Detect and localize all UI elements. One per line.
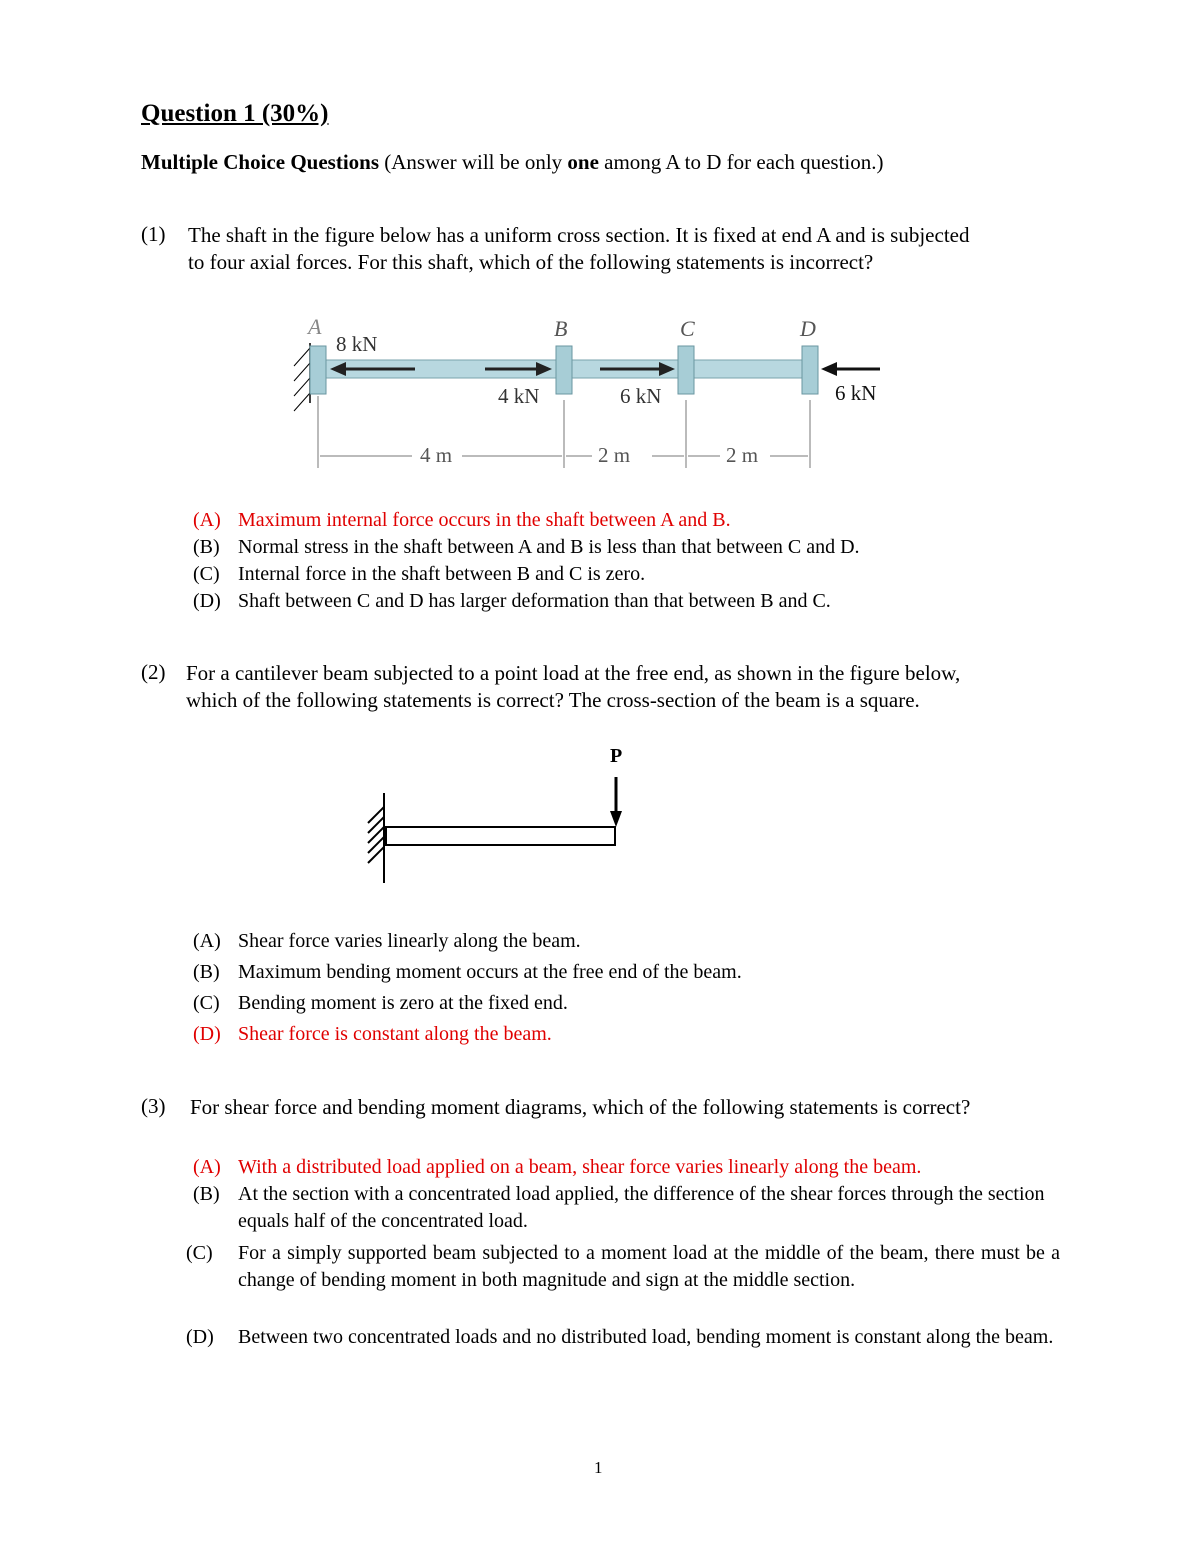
force-label-6kn-c: 6 kN <box>620 384 662 408</box>
force-arrow-6kn-d <box>821 362 880 376</box>
q1-option-d: (D) Shaft between C and D has larger deformation than that between B and C. <box>193 590 831 612</box>
label-b: B <box>554 316 568 341</box>
q2-stem <box>186 660 1066 714</box>
label-c: C <box>680 316 695 341</box>
instructions-text-b: among A to D for each question.) <box>598 150 884 174</box>
collar-d <box>802 346 818 394</box>
q1-option-b: (B) Normal stress in the shaft between A and B is less than that between C and D. <box>193 536 860 558</box>
dim-label-2m-cd: 2 m <box>726 443 759 467</box>
q1-stem <box>188 222 1068 276</box>
q2-stem-line1: For a cantilever beam subjected to a point load at the free end, as shown in the figure below, <box>186 661 961 685</box>
q2-number: (2) <box>141 660 166 684</box>
q1-number: (1) <box>141 222 166 246</box>
q1-stem-line1: The shaft in the figure below has a uniform cross section. It is fixed at end A and is subjected <box>188 223 970 247</box>
q3-option-c: (C) For a simply supported beam subjected to a moment load at the middle of the beam, there must be a change of bending moment in both magnitude and sign at the middle section. <box>186 1242 1060 1291</box>
q1-stem-line2: to four axial forces. For this shaft, which of the following statements is incorrect? <box>188 250 874 274</box>
dim-label-2m-bc: 2 m <box>598 443 631 467</box>
cantilever-beam <box>386 827 615 845</box>
page-number: 1 <box>594 1458 603 1477</box>
q3-number: (3) <box>141 1094 166 1118</box>
q3-option-b: (B) At the section with a concentrated load applied, the difference of the shear forces through the section equals half of the concentrated load. <box>193 1183 1045 1232</box>
q1-shaft-figure <box>280 308 900 478</box>
q2-option-c: (C) Bending moment is zero at the fixed end. <box>193 992 568 1014</box>
q2-cantilever-figure <box>360 735 650 885</box>
force-label-4kn: 4 kN <box>498 384 540 408</box>
q2-option-d: (D) Shear force is constant along the beam. <box>193 1023 552 1045</box>
q1-option-c: (C) Internal force in the shaft between B and C is zero. <box>193 563 646 585</box>
collar-b <box>556 346 572 394</box>
collar-a <box>310 346 326 394</box>
wall-hatch <box>294 348 310 411</box>
q3-option-d: (D) Between two concentrated loads and no distributed load, bending moment is constant along the beam. <box>186 1326 1054 1348</box>
dim-label-4m: 4 m <box>420 443 453 467</box>
instructions-bold: Multiple Choice Questions <box>141 150 380 174</box>
instructions-bold-one: one <box>567 150 599 174</box>
load-label-p: P <box>610 745 623 767</box>
q2-option-a: (A) Shear force varies linearly along the beam. <box>193 930 581 952</box>
label-a: A <box>308 314 322 339</box>
label-d: D <box>800 316 816 341</box>
fixed-support-hatch <box>368 807 384 863</box>
instructions-text-a: (Answer will be only <box>384 150 568 174</box>
q1-option-a: (A) Maximum internal force occurs in the shaft between A and B. <box>193 509 731 531</box>
instructions <box>141 150 884 175</box>
q2-stem-line2: which of the following statements is correct? The cross-section of the beam is a square. <box>186 688 920 712</box>
q3-stem: For shear force and bending moment diagrams, which of the following statements is correct? <box>190 1095 971 1119</box>
collar-c <box>678 346 694 394</box>
q3-option-a: (A) With a distributed load applied on a beam, shear force varies linearly along the beam. <box>193 1156 922 1178</box>
load-arrow-p <box>610 777 622 827</box>
question-title: Question 1 (30%) <box>141 100 329 127</box>
force-label-8kn: 8 kN <box>336 332 378 356</box>
force-label-6kn-d: 6 kN <box>835 381 877 405</box>
q2-option-b: (B) Maximum bending moment occurs at the free end of the beam. <box>193 961 742 983</box>
